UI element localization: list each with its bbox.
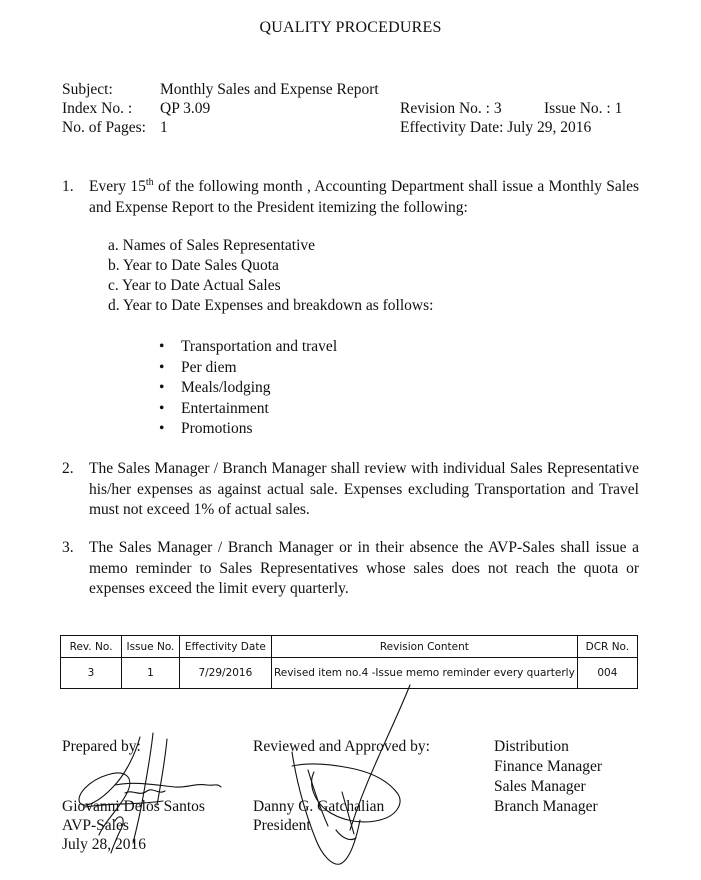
- subject-label: Subject:: [62, 81, 113, 98]
- item-3-text: The Sales Manager / Branch Manager or in their absence the AVP-Sales shall issue a memo reminder to Sales Representatives whose sales does not reach the quota or expenses exceed the limit every quarterly.: [89, 539, 639, 597]
- list-item: a. Names of Sales Representative: [108, 237, 316, 254]
- item-1-text-rest: of the following month , Accounting Department shall issue a Monthly Sales and Expense Report to the President itemizing the following:: [89, 178, 639, 216]
- table-header-cell: DCR No.: [577, 636, 637, 658]
- table-cell: 3: [61, 658, 122, 689]
- prepared-date: July 28, 2016: [62, 836, 146, 853]
- table-header-cell: Revision Content: [271, 636, 577, 658]
- table-header-cell: Issue No.: [122, 636, 180, 658]
- item-1-text: [89, 177, 639, 218]
- item-1-text-start: Every 15: [89, 178, 146, 195]
- list-item: d. Year to Date Expenses and breakdown as follows:: [108, 297, 434, 314]
- item-3-number: 3.: [62, 539, 74, 556]
- bullet-item: • Transportation and travel: [181, 337, 337, 358]
- pages-label: No. of Pages:: [62, 119, 146, 136]
- revision-table: [60, 635, 638, 689]
- table-cell: 004: [577, 658, 637, 689]
- reviewed-by-name: Danny G. Gatchalian: [253, 798, 385, 815]
- effectivity-date: Effectivity Date: July 29, 2016: [400, 119, 592, 136]
- bullet-item: • Promotions: [181, 419, 252, 440]
- table-cell: 1: [122, 658, 180, 689]
- table-header-cell: Effectivity Date: [179, 636, 271, 658]
- document-title: QUALITY PROCEDURES: [259, 19, 442, 36]
- issue-number: Issue No. : 1: [544, 100, 623, 117]
- table-row: [61, 658, 638, 689]
- item-2-number: 2.: [62, 460, 74, 477]
- bullet-item: • Per diem: [181, 358, 237, 379]
- subject-value: Monthly Sales and Expense Report: [160, 81, 379, 98]
- approver-signature-image: [280, 680, 420, 880]
- distribution-item: Sales Manager: [494, 778, 586, 795]
- distribution-label: Distribution: [494, 738, 569, 755]
- index-value: QP 3.09: [160, 100, 211, 117]
- list-item: b. Year to Date Sales Quota: [108, 257, 279, 274]
- reviewed-by-title: President: [253, 817, 311, 834]
- item-1-number: 1.: [62, 178, 74, 195]
- bullet-item: • Entertainment: [181, 399, 269, 420]
- item-1-superscript: th: [145, 176, 154, 188]
- prepared-by-title: AVP-Sales: [62, 817, 129, 834]
- list-item: c. Year to Date Actual Sales: [108, 277, 281, 294]
- table-cell: 7/29/2016: [179, 658, 271, 689]
- table-header-row: [61, 636, 638, 658]
- table-header-cell: Rev. No.: [61, 636, 122, 658]
- prepared-by-name: Giovanni Delos Santos: [62, 798, 205, 815]
- table-cell: Revised item no.4 -Issue memo reminder every quarterly: [271, 658, 577, 689]
- reviewed-by-label: Reviewed and Approved by:: [253, 738, 430, 755]
- index-label: Index No. :: [62, 100, 133, 117]
- item-2-text: The Sales Manager / Branch Manager shall review with individual Sales Representative his/her expenses as against actual sale. Expenses excluding Transportation and Travel must not exceed 1% of actual sales.: [89, 460, 639, 518]
- revision-number: Revision No. : 3: [400, 100, 502, 117]
- pages-value: 1: [160, 119, 168, 136]
- bullet-item: • Meals/lodging: [181, 378, 271, 399]
- distribution-item: Finance Manager: [494, 758, 603, 775]
- distribution-item: Branch Manager: [494, 798, 598, 815]
- prepared-by-label: Prepared by:: [62, 738, 141, 755]
